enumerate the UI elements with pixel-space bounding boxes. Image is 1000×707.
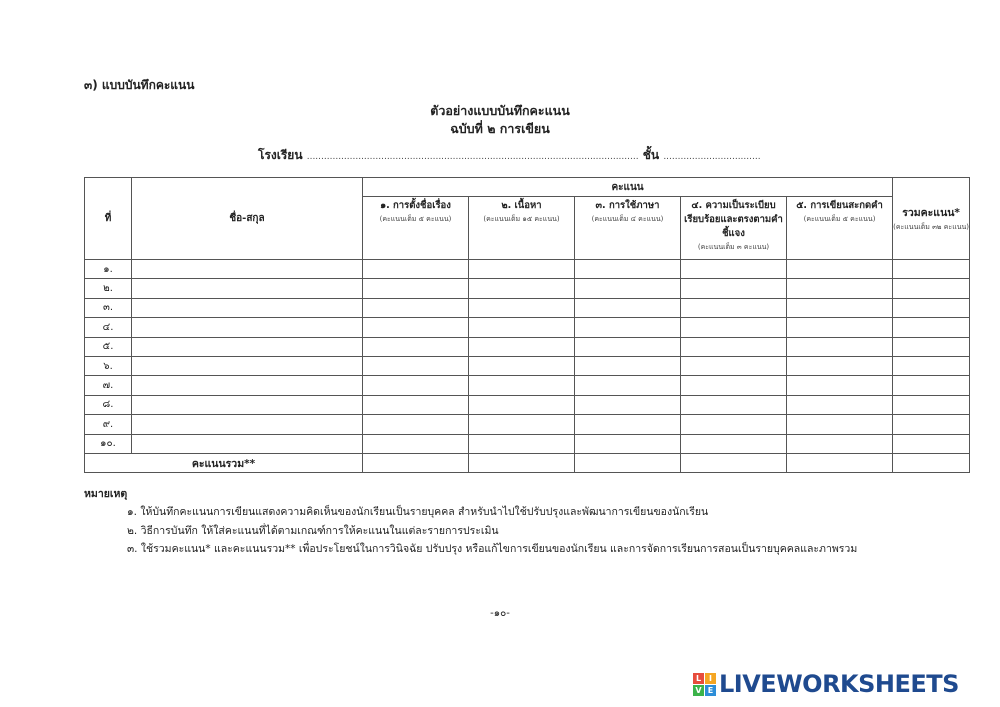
score-cell-criterion-5[interactable] (787, 279, 893, 298)
score-cell-criterion-5[interactable] (787, 337, 893, 356)
score-cell-criterion-2[interactable] (469, 260, 575, 279)
score-cell-criterion-4[interactable] (681, 318, 787, 337)
total-cell[interactable] (893, 356, 970, 375)
criterion-name: ๔. ความเป็นระเบียบเรียบร้อยและตรงตามคำชี้แจง (684, 200, 783, 239)
score-cell-criterion-3[interactable] (575, 376, 681, 395)
row-number: ๕. (85, 337, 132, 356)
logo-tile: I (705, 673, 716, 684)
score-cell-criterion-3[interactable] (575, 318, 681, 337)
row-number: ๙. (85, 415, 132, 434)
score-cell-criterion-5[interactable] (787, 434, 893, 453)
row-number: ๓. (85, 298, 132, 317)
score-table (84, 177, 970, 473)
score-cell-criterion-4[interactable] (681, 279, 787, 298)
name-cell[interactable] (132, 376, 363, 395)
header-score-group: คะแนน (363, 178, 893, 197)
total-cell[interactable] (893, 376, 970, 395)
score-cell-criterion-1[interactable] (363, 356, 469, 375)
liveworksheets-logo (693, 670, 959, 698)
remarks-title: หมายเหตุ (84, 488, 128, 500)
total-cell[interactable] (893, 260, 970, 279)
name-cell[interactable] (132, 318, 363, 337)
name-cell[interactable] (132, 279, 363, 298)
table-row (85, 356, 970, 375)
score-cell-criterion-5[interactable] (787, 260, 893, 279)
row-number: ๗. (85, 376, 132, 395)
table-row (85, 337, 970, 356)
score-cell-criterion-5[interactable] (787, 376, 893, 395)
score-cell-criterion-2[interactable] (469, 318, 575, 337)
score-cell-criterion-4[interactable] (681, 415, 787, 434)
score-cell-criterion-2[interactable] (469, 415, 575, 434)
school-label: โรงเรียน (258, 148, 303, 162)
row-number: ๑. (85, 260, 132, 279)
remark-item-3: ๓. ใช้รวมคะแนน* และคะแนนรวม** เพื่อประโยชน์ในการวินิจฉัย ปรับปรุง หรือแก้ไขการเขียนของนักเรียน และการจัดการเรียนการสอนเป็นรายบุคคลและภาพรวม (127, 543, 858, 555)
total-cell[interactable] (893, 415, 970, 434)
score-cell-criterion-1[interactable] (363, 279, 469, 298)
remark-item-2: ๒. วิธีการบันทึก ให้ใส่คะแนนที่ได้ตามเกณฑ์การให้คะแนนในแต่ละรายการประเมิน (127, 525, 499, 537)
name-cell[interactable] (132, 337, 363, 356)
score-cell-criterion-3[interactable] (575, 395, 681, 414)
table-row (85, 298, 970, 317)
criterion-name: ๓. การใช้ภาษา (595, 200, 660, 211)
section-heading: ๓) แบบบันทึกคะแนน (84, 78, 195, 92)
score-cell-criterion-4[interactable] (681, 337, 787, 356)
row-number: ๘. (85, 395, 132, 414)
total-cell[interactable] (893, 318, 970, 337)
name-cell[interactable] (132, 434, 363, 453)
total-note: (คะแนนเต็ม ๓๒ คะแนน) (893, 223, 970, 231)
criterion-name: ๑. การตั้งชื่อเรื่อง (380, 200, 451, 211)
score-cell-criterion-5[interactable] (787, 395, 893, 414)
logo-tile: V (693, 685, 704, 696)
name-cell[interactable] (132, 415, 363, 434)
score-cell-criterion-3[interactable] (575, 434, 681, 453)
score-cell-criterion-4[interactable] (681, 434, 787, 453)
score-cell-criterion-2[interactable] (469, 337, 575, 356)
score-cell-criterion-4[interactable] (681, 376, 787, 395)
table-row (85, 279, 970, 298)
sum-cell[interactable] (893, 453, 970, 472)
criterion-note: (คะแนนเต็ม ๓ คะแนน) (697, 243, 770, 251)
table-row (85, 376, 970, 395)
score-cell-criterion-1[interactable] (363, 298, 469, 317)
logo-tile: E (705, 685, 716, 696)
logo-tiles (693, 673, 716, 696)
header-criterion-3 (575, 197, 681, 260)
table-row (85, 260, 970, 279)
row-number: ๖. (85, 356, 132, 375)
total-cell[interactable] (893, 279, 970, 298)
name-cell[interactable] (132, 298, 363, 317)
score-cell-criterion-2[interactable] (469, 279, 575, 298)
score-cell-criterion-4[interactable] (681, 260, 787, 279)
sum-cell[interactable] (575, 453, 681, 472)
row-number: ๒. (85, 279, 132, 298)
document-title: ตัวอย่างแบบบันทึกคะแนน (430, 103, 570, 118)
score-cell-criterion-5[interactable] (787, 318, 893, 337)
score-cell-criterion-3[interactable] (575, 415, 681, 434)
sum-label: คะแนนรวม** (85, 453, 363, 472)
score-cell-criterion-1[interactable] (363, 434, 469, 453)
score-cell-criterion-2[interactable] (469, 376, 575, 395)
score-cell-criterion-4[interactable] (681, 356, 787, 375)
name-cell[interactable] (132, 395, 363, 414)
score-cell-criterion-1[interactable] (363, 337, 469, 356)
table-row (85, 318, 970, 337)
score-cell-criterion-5[interactable] (787, 298, 893, 317)
score-cell-criterion-1[interactable] (363, 376, 469, 395)
sum-cell[interactable] (469, 453, 575, 472)
score-cell-criterion-4[interactable] (681, 298, 787, 317)
score-cell-criterion-5[interactable] (787, 415, 893, 434)
score-cell-criterion-3[interactable] (575, 356, 681, 375)
total-cell[interactable] (893, 337, 970, 356)
criterion-note: (คะแนนเต็ม ๑๕ คะแนน) (483, 215, 560, 223)
school-class-line (258, 146, 761, 165)
header-name: ชื่อ-สกุล (132, 178, 363, 260)
criterion-name: ๒. เนื้อหา (501, 200, 542, 211)
name-cell[interactable] (132, 260, 363, 279)
score-cell-criterion-1[interactable] (363, 318, 469, 337)
criterion-note: (คะแนนเต็ม ๔ คะแนน) (591, 215, 664, 223)
logo-text: LIVEWORKSHEETS (719, 670, 959, 698)
total-name: รวมคะแนน* (902, 207, 960, 219)
sum-row (85, 453, 970, 472)
score-cell-criterion-4[interactable] (681, 395, 787, 414)
criterion-note: (คะแนนเต็ม ๕ คะแนน) (803, 215, 876, 223)
score-cell-criterion-5[interactable] (787, 356, 893, 375)
table-row (85, 415, 970, 434)
header-criterion-1 (363, 197, 469, 260)
document-subtitle: ฉบับที่ ๒ การเขียน (450, 121, 550, 136)
header-total (893, 178, 970, 260)
row-number: ๔. (85, 318, 132, 337)
table-row (85, 395, 970, 414)
score-cell-criterion-1[interactable] (363, 395, 469, 414)
total-cell[interactable] (893, 395, 970, 414)
score-cell-criterion-3[interactable] (575, 279, 681, 298)
header-no: ที่ (85, 178, 132, 260)
header-criterion-5 (787, 197, 893, 260)
logo-tile: L (693, 673, 704, 684)
sum-cell[interactable] (363, 453, 469, 472)
school-fill-line[interactable]: .................................................................................................................... (306, 152, 639, 162)
remark-item-1: ๑. ให้บันทึกคะแนนการเขียนแสดงความคิดเห็นของนักเรียนเป็นรายบุคคล สำหรับนำไปใช้ปรับปรุงและพัฒนาการเขียนของนักเรียน (127, 506, 709, 518)
total-cell[interactable] (893, 298, 970, 317)
page-number: -๑๐- (490, 608, 510, 619)
header-criterion-4 (681, 197, 787, 260)
score-cell-criterion-2[interactable] (469, 298, 575, 317)
sum-cell[interactable] (681, 453, 787, 472)
criterion-note: (คะแนนเต็ม ๕ คะแนน) (379, 215, 452, 223)
score-cell-criterion-2[interactable] (469, 395, 575, 414)
name-cell[interactable] (132, 356, 363, 375)
class-fill-line[interactable]: .................................. (663, 152, 761, 162)
score-cell-criterion-2[interactable] (469, 434, 575, 453)
total-cell[interactable] (893, 434, 970, 453)
score-cell-criterion-3[interactable] (575, 298, 681, 317)
score-cell-criterion-1[interactable] (363, 415, 469, 434)
score-cell-criterion-3[interactable] (575, 260, 681, 279)
score-cell-criterion-2[interactable] (469, 356, 575, 375)
score-table-body (85, 260, 970, 473)
class-label: ชั้น (642, 148, 660, 162)
score-cell-criterion-3[interactable] (575, 337, 681, 356)
table-row (85, 434, 970, 453)
score-cell-criterion-1[interactable] (363, 260, 469, 279)
row-number: ๑๐. (85, 434, 132, 453)
header-criterion-2 (469, 197, 575, 260)
sum-cell[interactable] (787, 453, 893, 472)
criterion-name: ๕. การเขียนสะกดคำ (796, 200, 883, 211)
